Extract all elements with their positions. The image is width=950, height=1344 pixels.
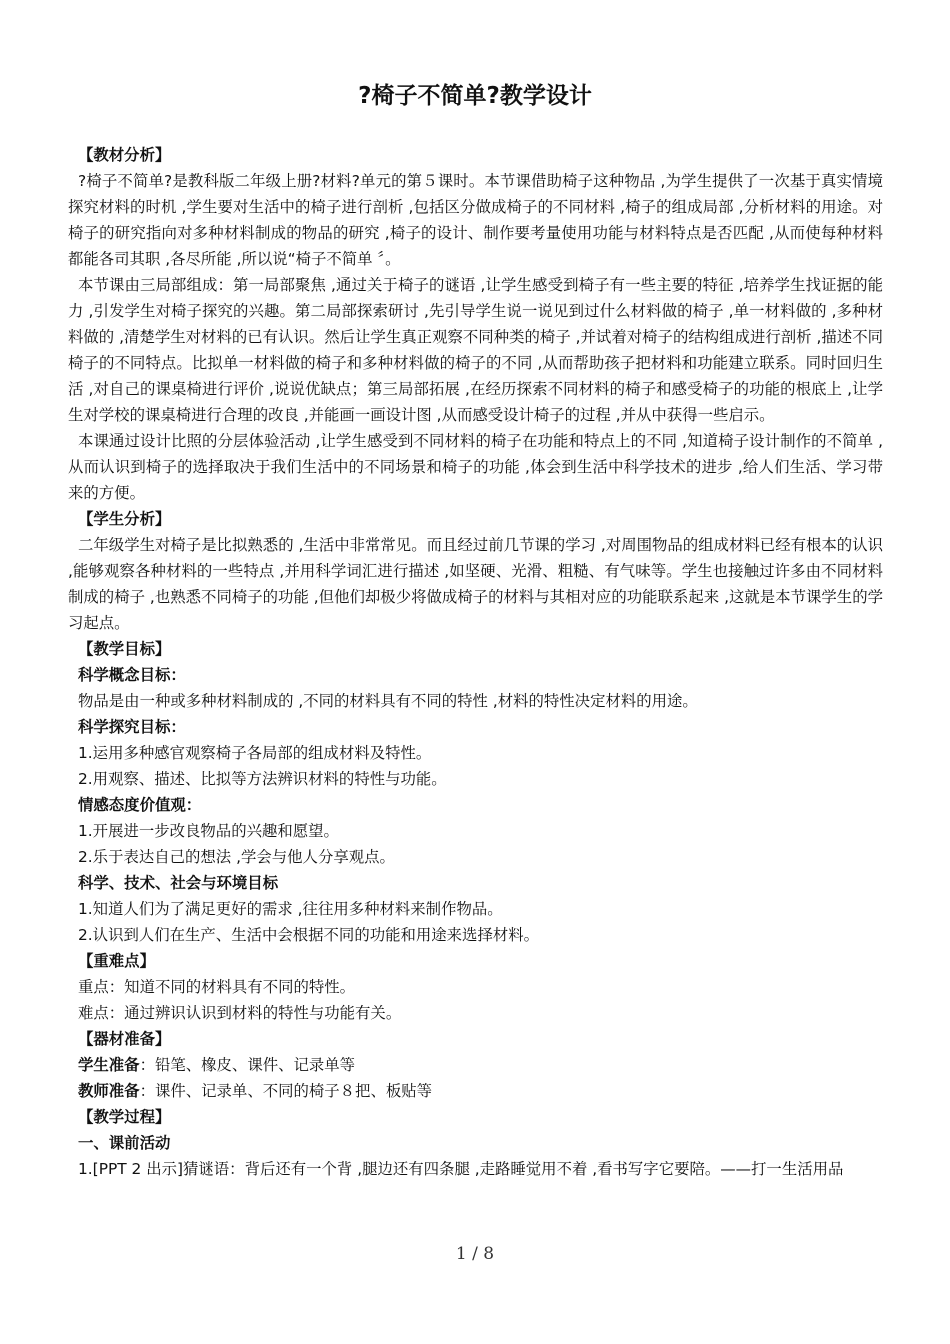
list-item: 2.认识到人们在生产、生活中会根据不同的功能和用途来选择材料。 xyxy=(78,926,540,944)
materials-student xyxy=(68,1052,883,1078)
list-item: 1.开展进一步改良物品的兴趣和愿望。 xyxy=(78,822,339,840)
subheading-attitude-goal: 情感态度价值观： xyxy=(78,796,202,814)
heading-teaching-goals: 【教学目标】 xyxy=(78,640,171,658)
subheading-inquiry-goal: 科学探究目标： xyxy=(78,718,186,736)
materials-teacher xyxy=(68,1078,883,1104)
heading-student-analysis: 【学生分析】 xyxy=(78,510,171,528)
text-line: 重点：知道不同的材料具有不同的特性。 xyxy=(78,978,356,996)
text-line: 物品是由一种或多种材料制成的 ,不同的材料具有不同的特性 ,材料的特性决定材料的用途。 xyxy=(78,692,698,710)
student-prep-text: ：铅笔、橡皮、课件、记录单等 xyxy=(139,1056,356,1074)
paragraph: ?椅子不简单?是教科版二年级上册?材料?单元的第５课时。本节课借助椅子这种物品 ,为学生提供了一次基于真实情境探究材料的时机 ,学生要对生活中的椅子进行剖析 ,包括区分做成椅子的不同材料 ,椅子的组成局部 ,分析材料的用途。对椅子的研究指向对多种材料制成的物品的研究 ,椅子的设计、制作要考量使用功能与材料特点是否匹配 ,从而使每种材料都能各司其职 ,各尽所能 ,所以说“椅子不简单 〞。 xyxy=(68,172,883,268)
document-body xyxy=(68,142,883,1182)
teacher-prep-label: 教师准备 xyxy=(78,1082,140,1100)
heading-textbook-analysis: 【教材分析】 xyxy=(78,146,171,164)
list-item: 1.知道人们为了满足更好的需求 ,往往用多种材料来制作物品。 xyxy=(78,900,503,918)
section-title: 一、课前活动 xyxy=(78,1134,171,1152)
student-prep-label: 学生准备 xyxy=(78,1056,140,1074)
heading-materials: 【器材准备】 xyxy=(78,1030,171,1048)
heading-key-points: 【重难点】 xyxy=(78,952,155,970)
list-item: 2.乐于表达自己的想法 ,学会与他人分享观点。 xyxy=(78,848,395,866)
list-item: 1.运用多种感官观察椅子各局部的组成材料及特性。 xyxy=(78,744,432,762)
list-item: 2.用观察、描述、比拟等方法辨识材料的特性与功能。 xyxy=(78,770,447,788)
document-title: ?椅子不简单?教学设计 xyxy=(358,83,592,109)
paragraph: 本课通过设计比照的分层体验活动 ,让学生感受到不同材料的椅子在功能和特点上的不同 ,知道椅子设计制作的不简单 ,从而认识到椅子的选择取决于我们生活中的不同场景和椅子的功能 ,体会到生活中科学技术的进步 ,给人们生活、学习带来的方便。 xyxy=(68,432,883,502)
paragraph: 1.[PPT 2 出示]猜谜语：背后还有一个背 ,腿边还有四条腿 ,走路睡觉用不着 ,看书写字它要陪。——打一生活用品 xyxy=(78,1160,844,1178)
paragraph: 二年级学生对椅子是比拟熟悉的 ,生活中非常常见。而且经过前几节课的学习 ,对周围物品的组成材料已经有根本的认识 ,能够观察各种材料的一些特点 ,并用科学词汇进行描述 ,如坚硬、光滑、粗糙、有气味等。学生也接触过许多由不同材料制成的椅子 ,也熟悉不同椅子的功能 ,但他们却极少将做成椅子的材料与其相对应的功能联系起来 ,这就是本节课学生的学习起点。 xyxy=(68,536,883,632)
subheading-stse-goal: 科学、技术、社会与环境目标 xyxy=(78,874,279,892)
page-number: 1 / 8 xyxy=(455,1244,495,1264)
heading-teaching-process: 【教学过程】 xyxy=(78,1108,171,1126)
subheading-concept-goal: 科学概念目标： xyxy=(78,666,186,684)
teacher-prep-text: ：课件、记录单、不同的椅子８把、板贴等 xyxy=(139,1082,433,1100)
text-line: 难点：通过辨识认识到材料的特性与功能有关。 xyxy=(78,1004,402,1022)
paragraph: 本节课由三局部组成：第一局部聚焦 ,通过关于椅子的谜语 ,让学生感受到椅子有一些主要的特征 ,培养学生找证据的能力 ,引发学生对椅子探究的兴趣。第二局部探索研讨 ,先引导学生说一说见到过什么材料做的椅子 ,单一材料做的 ,多种材料做的 ,清楚学生对材料的已有认识。然后让学生真正观察不同种类的椅子 ,并试着对椅子的结构组成进行剖析 ,描述不同椅子的不同特点。比拟单一材料做的椅子和多种材料做的椅子的不同 ,从而帮助孩子把材料和功能建立联系。同时回归生活 ,对自己的课桌椅进行评价 ,说说优缺点；第三局部拓展 ,在经历探索不同材料的椅子和感受椅子的功能的根底上 ,让学生对学校的课桌椅进行合理的改良 ,并能画一画设计图 ,从而感受设计椅子的过程 ,并从中获得一些启示。 xyxy=(68,276,883,424)
